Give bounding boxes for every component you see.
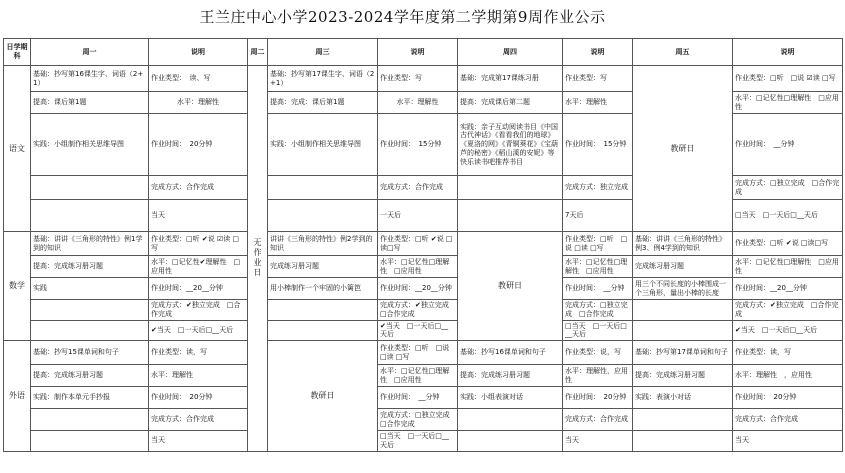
cell xyxy=(268,300,378,321)
cell: 完成练习册习题 xyxy=(268,256,378,278)
tue-no-homework: 无作业日 xyxy=(248,66,268,452)
cell: 基础：完成第17课练习册 xyxy=(458,66,563,92)
cell: 作业类型：□听 □说 □读 □写 xyxy=(563,232,633,256)
cell: 作业类型：□听 □说 □读 □写 xyxy=(378,341,458,365)
cell: 基础：讲讲《三角形的特性》例3、例4学到的知识 xyxy=(633,232,733,256)
cell xyxy=(633,409,733,431)
table-row xyxy=(4,409,843,431)
cell xyxy=(31,300,149,321)
cell: 作业类型：读，写 xyxy=(149,341,248,365)
cell: 水平：理解性 xyxy=(378,92,458,114)
homework-table xyxy=(3,38,843,452)
table-row xyxy=(4,66,843,92)
cell: 提高：完成练习册习题 xyxy=(633,365,733,387)
cell: 7天后 xyxy=(563,200,633,232)
tue-header: 周二 xyxy=(248,39,268,66)
cell: 基础：讲讲《三角形的特性》例1学到的知识 xyxy=(31,232,149,256)
cell: 作业时间：__20__分钟 xyxy=(733,278,843,300)
cell xyxy=(268,176,378,200)
cell: 完成方式：✔独立完成 □合作完成 xyxy=(378,300,458,321)
subject-math: 数学 xyxy=(4,232,31,341)
cell: 基础：抄写15课单词和句子 xyxy=(31,341,149,365)
cell xyxy=(458,409,563,431)
wed-header: 周三 xyxy=(268,39,378,66)
cell: 水平：□记忆性✔理解性 □应用性 xyxy=(149,256,248,278)
cell: 实践：制作本单元手抄报 xyxy=(31,387,149,409)
cell: 作业时间： 20分钟 xyxy=(149,114,248,176)
cell: 基础：抄写第17课生字、词语（2+1） xyxy=(268,66,378,92)
cell: 作业类型：□听 □说 ☑读 □写 xyxy=(733,66,843,92)
fri-header: 周五 xyxy=(633,39,733,66)
cell: 作业时间： 15分钟 xyxy=(378,114,458,176)
cell: 水平：□记忆性□理解性 □应用性 xyxy=(378,256,458,278)
cell: 一天后 xyxy=(378,200,458,232)
cell: 完成方式：合作完成 xyxy=(378,176,458,200)
thu-math-research: 教研日 xyxy=(458,232,563,341)
wed-note-header: 说明 xyxy=(378,39,458,66)
cell: 作业时间：__20__分钟 xyxy=(378,278,458,300)
cell: 作业类型： 读、写 xyxy=(149,66,248,92)
page-title: 王兰庄中心小学2023-2024学年度第二学期第9周作业公示 xyxy=(199,8,606,26)
mon-header: 周一 xyxy=(31,39,149,66)
subject-chinese: 语文 xyxy=(4,66,31,232)
cell: 完成方式：□独立完成 □合作完成 xyxy=(563,300,633,321)
cell: 提高：完成课后第二题 xyxy=(458,92,563,114)
cell: 完成方式：合作完成 xyxy=(149,409,248,431)
table-row xyxy=(4,320,843,341)
table-row xyxy=(4,256,843,278)
cell xyxy=(31,431,149,452)
cell: 当天 xyxy=(733,431,843,452)
table-row xyxy=(4,387,843,409)
cell: 当天 xyxy=(149,200,248,232)
cell: 实践：小组表演对话 xyxy=(458,387,563,409)
cell: 用三个不同长度的小棒围成一个三角形，量出小棒的长度 xyxy=(633,278,733,300)
cell: 作业时间： 20分钟 xyxy=(563,387,633,409)
cell: 作业类型：□听 ✔说 □读□写 xyxy=(733,232,843,256)
cell: 水平：□记忆性□理解性 □应用性 xyxy=(733,92,843,114)
cell: 水平：□记忆性□理解性 □应用性 xyxy=(378,365,458,387)
cell: 完成练习册习题 xyxy=(633,256,733,278)
cell: 作业类型：□听 ✔说 □读□写 xyxy=(378,232,458,256)
table-row xyxy=(4,365,843,387)
cell: 作业类型：写 xyxy=(378,66,458,92)
cell: 水平：□记忆性□理解性 □应用性 xyxy=(733,256,843,278)
cell: 提高：完成练习册习题 xyxy=(31,256,149,278)
table-row xyxy=(4,431,843,452)
table-row xyxy=(4,278,843,300)
cell xyxy=(31,176,149,200)
cell: 完成方式：□独立完成 □合作完成 xyxy=(733,176,843,200)
fri-chinese-research: 教研日 xyxy=(633,66,733,232)
cell: 实践：小组制作相关思维导图 xyxy=(31,114,149,176)
cell: 完成方式：合作完成 xyxy=(149,176,248,200)
cell: 作业时间： __分钟 xyxy=(378,387,458,409)
cell: 水平：理解性 xyxy=(563,92,633,114)
cell: 作业类型：读，写 xyxy=(733,341,843,365)
cell xyxy=(268,320,378,341)
subject-english: 外语 xyxy=(4,341,31,452)
cell xyxy=(31,200,149,232)
cell: 完成方式：□独立完成 □合作完成 xyxy=(378,409,458,431)
cell: 完成方式：合作完成 xyxy=(733,409,843,431)
cell: □当天 □一天后□__天后 xyxy=(563,320,633,341)
cell: ✔当天 □一天后□__天后 xyxy=(378,320,458,341)
table-row xyxy=(4,341,843,365)
cell: 作业时间： __分钟 xyxy=(733,114,843,176)
cell: 用小棒制作一个牢固的小篱笆 xyxy=(268,278,378,300)
cell: 水平：□记忆性□理解性 □应用性 xyxy=(563,256,633,278)
cell: 提高：完成练习册习题 xyxy=(31,365,149,387)
cell: ✔当天 □一天后□__天后 xyxy=(149,320,248,341)
corner-header: 日学期科 xyxy=(4,39,31,66)
cell: 实践：小组制作相关思维导图 xyxy=(268,114,378,176)
cell: 基础：抄写第17课单词和句子 xyxy=(633,341,733,365)
cell: 作业时间：__20__分钟 xyxy=(149,278,248,300)
fri-note-header: 说明 xyxy=(733,39,843,66)
cell: 提高：完成：课后第1题 xyxy=(268,92,378,114)
cell: 实践 xyxy=(31,278,149,300)
cell: 作业时间： 20分钟 xyxy=(149,387,248,409)
cell xyxy=(633,300,733,321)
cell: 提高：课后第1题 xyxy=(31,92,149,114)
cell: 基础：抄写16课单词和句子 xyxy=(458,341,563,365)
cell: 当天 xyxy=(149,431,248,452)
cell: 基础：抄写第16课生字、词语（2+1） xyxy=(31,66,149,92)
cell xyxy=(31,409,149,431)
cell xyxy=(633,431,733,452)
cell xyxy=(458,200,563,232)
thu-header: 周四 xyxy=(458,39,563,66)
thu-note-header: 说明 xyxy=(563,39,633,66)
cell: □当天 □一天后□__天后 xyxy=(733,200,843,232)
wed-english-research: 教研日 xyxy=(268,341,378,452)
cell: ✔当天 □一天后□__天后 xyxy=(733,320,843,341)
cell xyxy=(458,431,563,452)
cell: 作业类型：写 xyxy=(563,66,633,92)
cell: 作业类型：□听 ✔说 ☑读 □写 xyxy=(149,232,248,256)
cell: 水平：理解性 xyxy=(149,365,248,387)
cell xyxy=(633,320,733,341)
cell: 水平：理解性 xyxy=(149,92,248,114)
table-row xyxy=(4,300,843,321)
cell: 当天 xyxy=(563,431,633,452)
cell xyxy=(268,200,378,232)
cell: 作业时间： 15分钟 xyxy=(563,114,633,176)
cell: 作业时间： __分钟 xyxy=(563,278,633,300)
cell: 实践：亲子互动阅读书目《中国古代神话》《看看我们的地球》《夏洛的网》《青铜葵花》《宝葫芦的秘密》《稻山溪的安妮》等快乐读书吧推荐书目 xyxy=(458,114,563,176)
cell: □当天 □一天后□__天后 xyxy=(378,431,458,452)
cell: 作业类型：说，写 xyxy=(563,341,633,365)
cell: 实践：表演小对话 xyxy=(633,387,733,409)
cell: 完成方式：合作完成 xyxy=(563,409,633,431)
cell: 完成方式：✔独立完成 □合作完成 xyxy=(733,300,843,321)
cell xyxy=(458,176,563,200)
cell: 提高：完成练习册习题 xyxy=(458,365,563,387)
mon-note-header: 说明 xyxy=(149,39,248,66)
cell: 讲讲《三角形的特性》例2学到的知识 xyxy=(268,232,378,256)
cell: 作业时间： 20分钟 xyxy=(733,387,843,409)
cell: 水平：理解性 ，应用性 xyxy=(733,365,843,387)
table-row xyxy=(4,232,843,256)
cell: 完成方式：独立完成 xyxy=(563,176,633,200)
cell: 完成方式：✔独立完成 □合作完成 xyxy=(149,300,248,321)
cell: 水平：理解性，应用性 xyxy=(563,365,633,387)
cell xyxy=(31,320,149,341)
header-row xyxy=(4,39,843,66)
